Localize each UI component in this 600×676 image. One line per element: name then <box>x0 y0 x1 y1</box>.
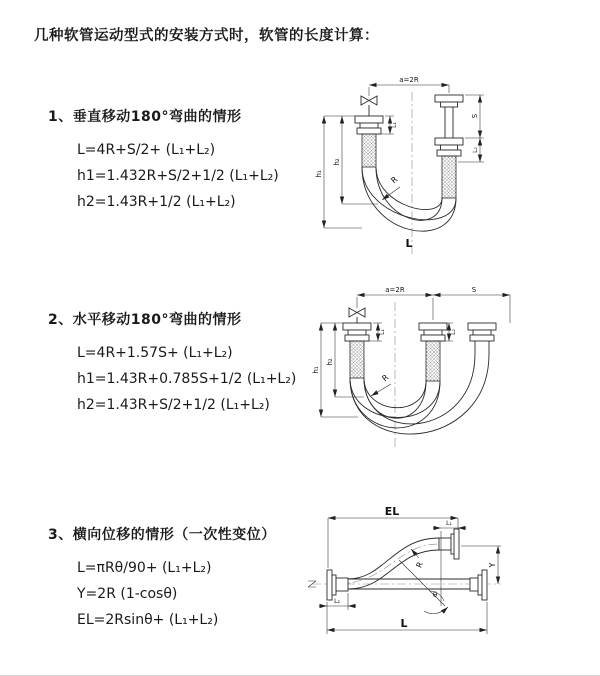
radius-label: R <box>380 372 391 384</box>
middle-hose-end <box>419 298 447 381</box>
left-hose-end <box>355 116 383 167</box>
dimension-lines <box>319 505 501 634</box>
formula-length: L=4R+1.57S+ (L₁+L₂) <box>77 345 233 361</box>
dimension-lines <box>312 286 510 417</box>
formula-length: L=4R+S/2+ (L₁+L₂) <box>77 142 216 158</box>
section-1-heading: 1、垂直移动180°弯曲的情形 <box>48 109 242 125</box>
section-3-heading: 3、横向位移的情形（一次性变位） <box>48 527 276 543</box>
dim-label-el: EL <box>384 505 400 518</box>
left-hose-end <box>343 323 371 378</box>
dim-label-l2: L₂ <box>334 598 340 605</box>
dim-label-l2: L₂ <box>450 329 457 335</box>
dim-label-l2: L₂ <box>472 147 479 153</box>
formula-h1: h1=1.432R+S/2+1/2 (L₁+L₂) <box>77 168 279 184</box>
left-flange <box>327 570 348 600</box>
formula-h2: h2=1.43R+1/2 (L₁+L₂) <box>77 194 236 210</box>
radius-label: R <box>389 174 400 186</box>
dim-label-l1: L₁ <box>379 329 386 335</box>
section-lateral-displacement <box>48 524 276 633</box>
diagram-vertical-180-bend <box>312 70 597 265</box>
formula-y: Y=2R (1-cosθ) <box>77 586 178 602</box>
length-label: L <box>405 237 413 250</box>
formula-el: EL=2Rsinθ+ (L₁+L₂) <box>77 612 219 628</box>
dim-label-y: Y <box>488 562 497 568</box>
hose-curves <box>350 354 489 434</box>
diagram-horizontal-180-bend <box>308 282 600 462</box>
dim-label-a2r: a=2R <box>399 76 419 84</box>
formula-length: L=πRθ/90+ (L₁+L₂) <box>77 560 212 576</box>
section-2-heading: 2、水平移动180°弯曲的情形 <box>48 312 242 328</box>
valve-icon <box>361 87 377 116</box>
formula-h2: h2=1.43R+S/2+1/2 (L₁+L₂) <box>77 397 270 413</box>
valve-icon <box>349 297 365 323</box>
dim-label-h2: h₂ <box>326 358 334 366</box>
page-title: 几种软管运动型式的安装方式时，软管的长度计算： <box>34 28 379 44</box>
radius-label: R <box>414 560 425 570</box>
dim-label-h1: h₁ <box>312 366 320 374</box>
section-horizontal-movement <box>48 309 296 418</box>
right-hose-end <box>468 323 496 354</box>
formula-h1: h1=1.43R+0.785S+1/2 (L₁+L₂) <box>77 371 297 387</box>
dim-label-s: S <box>471 113 479 119</box>
dim-label-l: L <box>400 617 408 630</box>
dim-label-l1: L₁ <box>446 520 452 527</box>
dim-label-l1: L₁ <box>391 122 398 128</box>
right-hose-end <box>435 95 463 198</box>
section-vertical-movement <box>48 106 279 215</box>
dim-label-h1: h₁ <box>315 170 323 178</box>
dim-label-h2: h₂ <box>333 158 341 166</box>
angle-label: θ <box>432 591 438 599</box>
displaced-hose <box>348 529 459 589</box>
diagram-lateral-displacement <box>298 498 600 653</box>
dim-label-s: S <box>471 286 477 294</box>
dim-label-a2r: a=2R <box>385 286 405 294</box>
